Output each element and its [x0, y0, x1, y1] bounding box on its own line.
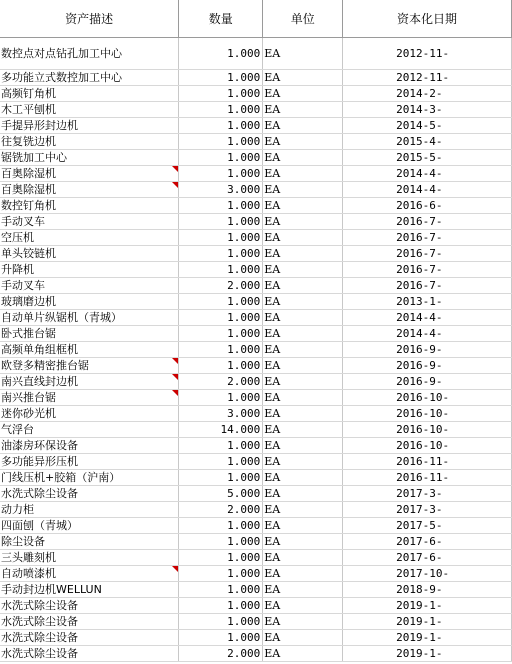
quantity-cell[interactable]: 1.000	[179, 246, 263, 262]
date-cell[interactable]: 2019-1-	[343, 646, 512, 662]
table-row	[0, 230, 512, 246]
header-quantity[interactable]: 数量	[179, 0, 263, 38]
asset-name-cell[interactable]: 数控点对点钻孔加工中心	[0, 38, 179, 70]
unit-cell[interactable]: EA	[263, 182, 343, 198]
asset-name-cell[interactable]: 水洗式除尘设备	[0, 646, 179, 662]
comment-indicator-icon[interactable]	[172, 358, 178, 364]
date-cell[interactable]: 2016-7-	[343, 214, 512, 230]
asset-name-cell[interactable]: 玻璃磨边机	[0, 294, 179, 310]
quantity-cell[interactable]: 1.000	[179, 342, 263, 358]
date-cell[interactable]: 2016-11-	[343, 454, 512, 470]
asset-name-cell[interactable]: 四面刨（青城）	[0, 518, 179, 534]
date-cell[interactable]: 2016-11-	[343, 470, 512, 486]
table-row	[0, 38, 512, 70]
table-row	[0, 566, 512, 582]
asset-name-cell[interactable]: 木工平刨机	[0, 102, 179, 118]
quantity-cell[interactable]: 1.000	[179, 550, 263, 566]
table-row	[0, 422, 512, 438]
quantity-cell[interactable]: 1.000	[179, 630, 263, 646]
date-cell[interactable]: 2016-9-	[343, 374, 512, 390]
asset-name-cell[interactable]: 锯铣加工中心	[0, 150, 179, 166]
date-cell[interactable]: 2016-10-	[343, 390, 512, 406]
date-cell[interactable]: 2016-7-	[343, 246, 512, 262]
date-cell[interactable]: 2016-6-	[343, 198, 512, 214]
unit-cell[interactable]: EA	[263, 294, 343, 310]
date-cell[interactable]: 2012-11-	[343, 70, 512, 86]
date-cell[interactable]: 2016-9-	[343, 342, 512, 358]
quantity-cell[interactable]: 1.000	[179, 166, 263, 182]
date-cell[interactable]: 2017-10-	[343, 566, 512, 582]
unit-cell[interactable]: EA	[263, 246, 343, 262]
table-row	[0, 294, 512, 310]
quantity-cell[interactable]: 1.000	[179, 534, 263, 550]
asset-name-cell[interactable]: 多功能异形压机	[0, 454, 179, 470]
unit-cell[interactable]: EA	[263, 486, 343, 502]
table-row	[0, 502, 512, 518]
table-row	[0, 614, 512, 630]
date-cell[interactable]: 2017-3-	[343, 486, 512, 502]
date-cell[interactable]: 2014-4-	[343, 326, 512, 342]
table-row	[0, 454, 512, 470]
table-row	[0, 118, 512, 134]
asset-name-cell[interactable]: 水洗式除尘设备	[0, 614, 179, 630]
asset-name-cell[interactable]: 自动喷漆机	[0, 566, 179, 582]
asset-name-cell[interactable]: 水洗式除尘设备	[0, 630, 179, 646]
table-row	[0, 518, 512, 534]
date-cell[interactable]: 2019-1-	[343, 614, 512, 630]
table-row	[0, 134, 512, 150]
unit-cell[interactable]: EA	[263, 646, 343, 662]
asset-name-cell[interactable]: 水洗式除尘设备	[0, 598, 179, 614]
date-cell[interactable]: 2017-3-	[343, 502, 512, 518]
date-cell[interactable]: 2019-1-	[343, 630, 512, 646]
date-cell[interactable]: 2017-6-	[343, 550, 512, 566]
asset-name-cell[interactable]: 气浮台	[0, 422, 179, 438]
date-cell[interactable]: 2014-2-	[343, 86, 512, 102]
quantity-cell[interactable]: 2.000	[179, 646, 263, 662]
date-cell[interactable]: 2016-7-	[343, 230, 512, 246]
header-asset-description[interactable]: 资产描述	[0, 0, 179, 38]
table-row	[0, 246, 512, 262]
unit-cell[interactable]: EA	[263, 166, 343, 182]
quantity-cell[interactable]: 1.000	[179, 86, 263, 102]
asset-name-cell[interactable]: 升降机	[0, 262, 179, 278]
unit-cell[interactable]: EA	[263, 342, 343, 358]
asset-name-cell[interactable]: 卧式推台锯	[0, 326, 179, 342]
date-cell[interactable]: 2016-7-	[343, 262, 512, 278]
date-cell[interactable]: 2016-10-	[343, 438, 512, 454]
asset-name-cell[interactable]: 高频钉角机	[0, 86, 179, 102]
unit-cell[interactable]: EA	[263, 534, 343, 550]
table-row	[0, 646, 512, 662]
quantity-cell[interactable]: 3.000	[179, 406, 263, 422]
unit-cell[interactable]: EA	[263, 502, 343, 518]
quantity-cell[interactable]: 5.000	[179, 486, 263, 502]
table-row	[0, 598, 512, 614]
asset-name-cell[interactable]: 高频单角组框机	[0, 342, 179, 358]
quantity-cell[interactable]: 1.000	[179, 582, 263, 598]
quantity-cell[interactable]: 3.000	[179, 182, 263, 198]
unit-cell[interactable]: EA	[263, 630, 343, 646]
unit-cell[interactable]: EA	[263, 310, 343, 326]
table-row	[0, 550, 512, 566]
unit-cell[interactable]: EA	[263, 470, 343, 486]
comment-indicator-icon[interactable]	[172, 166, 178, 172]
unit-cell[interactable]: EA	[263, 422, 343, 438]
quantity-cell[interactable]: 1.000	[179, 214, 263, 230]
asset-name-cell[interactable]: 手动叉车	[0, 214, 179, 230]
unit-cell[interactable]: EA	[263, 358, 343, 374]
asset-name-cell[interactable]: 自动单片纵锯机（青城）	[0, 310, 179, 326]
unit-cell[interactable]: EA	[263, 438, 343, 454]
unit-cell[interactable]: EA	[263, 406, 343, 422]
quantity-cell[interactable]: 1.000	[179, 390, 263, 406]
date-cell[interactable]: 2015-4-	[343, 134, 512, 150]
date-cell[interactable]: 2014-4-	[343, 310, 512, 326]
asset-name-cell[interactable]: 油漆房环保设备	[0, 438, 179, 454]
quantity-cell[interactable]: 1.000	[179, 326, 263, 342]
quantity-cell[interactable]: 1.000	[179, 566, 263, 582]
asset-name-cell[interactable]: 手动封边机WELLUN	[0, 582, 179, 598]
quantity-cell[interactable]: 1.000	[179, 518, 263, 534]
asset-name-cell[interactable]: 水洗式除尘设备	[0, 486, 179, 502]
asset-name-cell[interactable]: 三头雕刻机	[0, 550, 179, 566]
asset-name-cell[interactable]: 门线压机+胶箱（沪南）	[0, 470, 179, 486]
table-row	[0, 534, 512, 550]
table-row	[0, 310, 512, 326]
table-row	[0, 470, 512, 486]
quantity-cell[interactable]: 2.000	[179, 374, 263, 390]
quantity-cell[interactable]: 14.000	[179, 422, 263, 438]
date-cell[interactable]: 2017-6-	[343, 534, 512, 550]
table-row	[0, 342, 512, 358]
date-cell[interactable]: 2012-11-	[343, 38, 512, 70]
table-row	[0, 70, 512, 86]
asset-name-cell[interactable]: 空压机	[0, 230, 179, 246]
unit-cell[interactable]: EA	[263, 278, 343, 294]
asset-name-cell[interactable]: 百奥除湿机	[0, 166, 179, 182]
asset-name-cell[interactable]: 动力柜	[0, 502, 179, 518]
quantity-cell[interactable]: 1.000	[179, 150, 263, 166]
table-row	[0, 438, 512, 454]
unit-cell[interactable]: EA	[263, 118, 343, 134]
table-row	[0, 278, 512, 294]
table-row	[0, 630, 512, 646]
asset-name-cell[interactable]: 数控钉角机	[0, 198, 179, 214]
date-cell[interactable]: 2016-10-	[343, 406, 512, 422]
asset-name-cell[interactable]: 往复铣边机	[0, 134, 179, 150]
table-row	[0, 326, 512, 342]
table-row	[0, 150, 512, 166]
date-cell[interactable]: 2016-10-	[343, 422, 512, 438]
comment-indicator-icon[interactable]	[172, 390, 178, 396]
quantity-cell[interactable]: 1.000	[179, 470, 263, 486]
quantity-cell[interactable]: 1.000	[179, 38, 263, 70]
unit-cell[interactable]: EA	[263, 598, 343, 614]
quantity-cell[interactable]: 1.000	[179, 118, 263, 134]
unit-cell[interactable]: EA	[263, 550, 343, 566]
quantity-cell[interactable]: 1.000	[179, 614, 263, 630]
quantity-cell[interactable]: 1.000	[179, 262, 263, 278]
table-row	[0, 214, 512, 230]
asset-name-cell[interactable]: 手动叉车	[0, 278, 179, 294]
quantity-cell[interactable]: 1.000	[179, 454, 263, 470]
date-cell[interactable]: 2014-4-	[343, 166, 512, 182]
quantity-cell[interactable]: 2.000	[179, 278, 263, 294]
table-row	[0, 374, 512, 390]
quantity-cell[interactable]: 1.000	[179, 598, 263, 614]
quantity-cell[interactable]: 1.000	[179, 310, 263, 326]
table-row	[0, 390, 512, 406]
unit-cell[interactable]: EA	[263, 582, 343, 598]
unit-cell[interactable]: EA	[263, 614, 343, 630]
unit-cell[interactable]: EA	[263, 518, 343, 534]
unit-cell[interactable]: EA	[263, 86, 343, 102]
unit-cell[interactable]: EA	[263, 198, 343, 214]
table-row	[0, 406, 512, 422]
table-row	[0, 182, 512, 198]
unit-cell[interactable]: EA	[263, 454, 343, 470]
table-row	[0, 582, 512, 598]
unit-cell[interactable]: EA	[263, 134, 343, 150]
unit-cell[interactable]: EA	[263, 262, 343, 278]
asset-name-cell[interactable]: 单头铰链机	[0, 246, 179, 262]
asset-name-cell[interactable]: 百奥除湿机	[0, 182, 179, 198]
unit-cell[interactable]: EA	[263, 230, 343, 246]
asset-name-cell[interactable]: 南兴直线封边机	[0, 374, 179, 390]
table-row	[0, 166, 512, 182]
unit-cell[interactable]: EA	[263, 374, 343, 390]
date-cell[interactable]: 2014-3-	[343, 102, 512, 118]
unit-cell[interactable]: EA	[263, 214, 343, 230]
quantity-cell[interactable]: 2.000	[179, 502, 263, 518]
date-cell[interactable]: 2019-1-	[343, 598, 512, 614]
quantity-cell[interactable]: 1.000	[179, 294, 263, 310]
table-body	[0, 38, 512, 662]
date-cell[interactable]: 2017-5-	[343, 518, 512, 534]
table-row	[0, 102, 512, 118]
header-capitalization-date[interactable]: 资本化日期	[343, 0, 512, 38]
comment-indicator-icon[interactable]	[172, 182, 178, 188]
date-cell[interactable]: 2016-7-	[343, 278, 512, 294]
date-cell[interactable]: 2014-5-	[343, 118, 512, 134]
asset-name-cell[interactable]: 南兴推台锯	[0, 390, 179, 406]
asset-name-cell[interactable]: 迷你砂光机	[0, 406, 179, 422]
unit-cell[interactable]: EA	[263, 150, 343, 166]
table-row	[0, 86, 512, 102]
unit-cell[interactable]: EA	[263, 390, 343, 406]
unit-cell[interactable]: EA	[263, 566, 343, 582]
table-row	[0, 262, 512, 278]
quantity-cell[interactable]: 1.000	[179, 198, 263, 214]
unit-cell[interactable]: EA	[263, 102, 343, 118]
table-row	[0, 358, 512, 374]
asset-name-cell[interactable]: 多功能立式数控加工中心	[0, 70, 179, 86]
comment-indicator-icon[interactable]	[172, 374, 178, 380]
quantity-cell[interactable]: 1.000	[179, 358, 263, 374]
quantity-cell[interactable]: 1.000	[179, 438, 263, 454]
header-unit[interactable]: 单位	[263, 0, 343, 38]
date-cell[interactable]: 2015-5-	[343, 150, 512, 166]
unit-cell[interactable]: EA	[263, 326, 343, 342]
date-cell[interactable]: 2014-4-	[343, 182, 512, 198]
date-cell[interactable]: 2018-9-	[343, 582, 512, 598]
quantity-cell[interactable]: 1.000	[179, 70, 263, 86]
asset-name-cell[interactable]: 除尘设备	[0, 534, 179, 550]
date-cell[interactable]: 2013-1-	[343, 294, 512, 310]
unit-cell[interactable]: EA	[263, 70, 343, 86]
asset-name-cell[interactable]: 手提异形封边机	[0, 118, 179, 134]
date-cell[interactable]: 2016-9-	[343, 358, 512, 374]
table-row	[0, 486, 512, 502]
quantity-cell[interactable]: 1.000	[179, 230, 263, 246]
header-row	[0, 0, 512, 38]
table-row	[0, 198, 512, 214]
comment-indicator-icon[interactable]	[172, 566, 178, 572]
asset-name-cell[interactable]: 欧登多精密推台锯	[0, 358, 179, 374]
quantity-cell[interactable]: 1.000	[179, 134, 263, 150]
quantity-cell[interactable]: 1.000	[179, 102, 263, 118]
unit-cell[interactable]: EA	[263, 38, 343, 70]
